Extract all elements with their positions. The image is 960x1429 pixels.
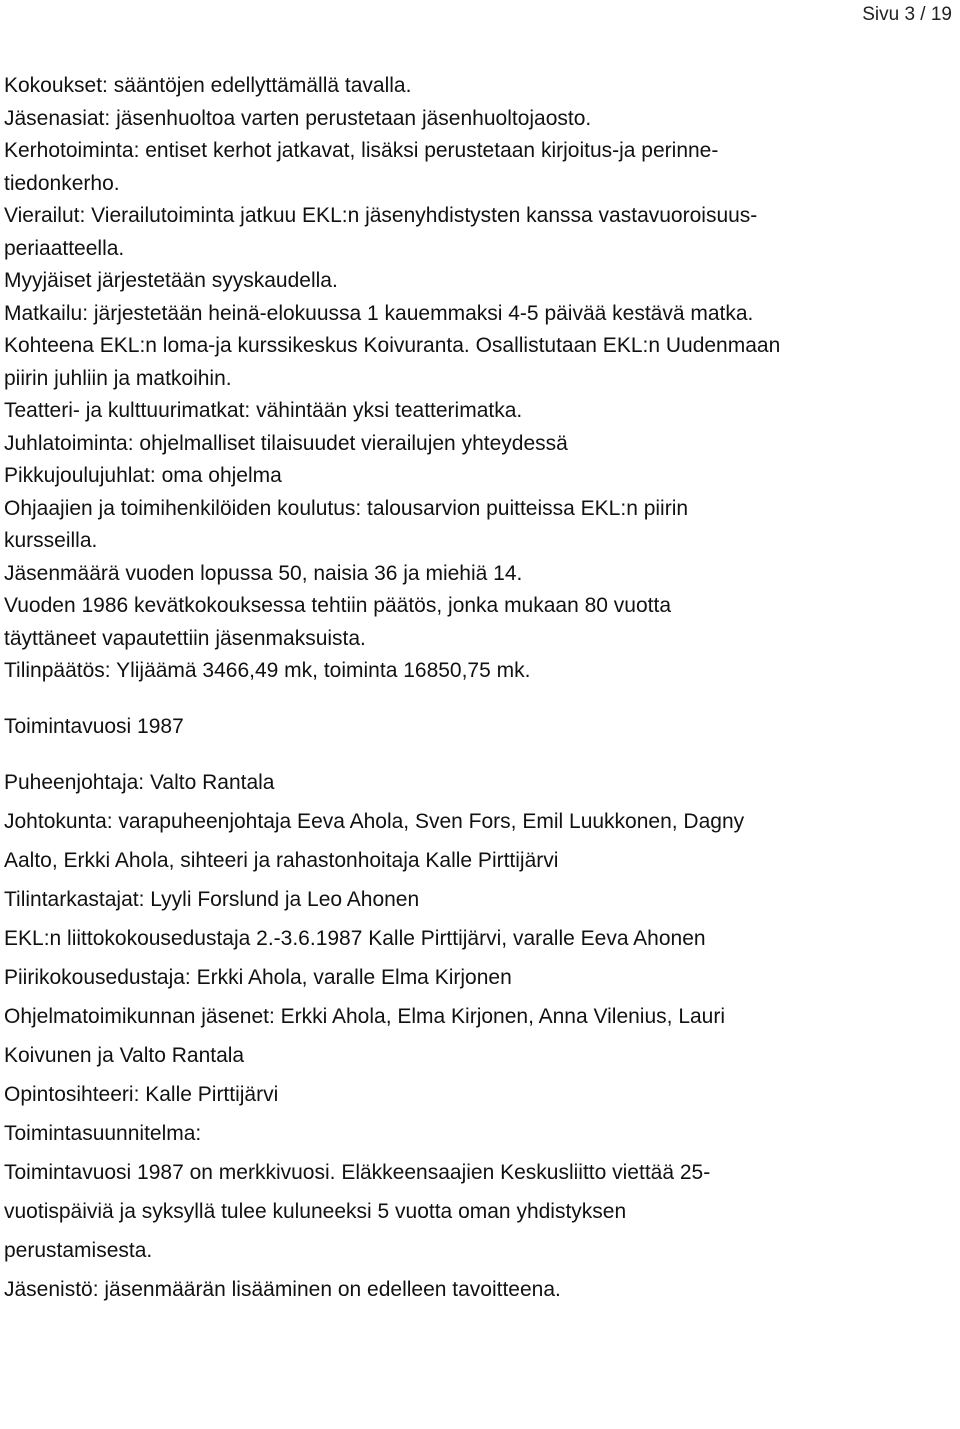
text-line: Jäsenmäärä vuoden lopussa 50, naisia 36 ja miehiä 14. [4, 561, 523, 585]
text-line: Matkailu: järjestetään heinä-elokuussa 1 kauemmaksi 4-5 päivää kestävä matka. [4, 301, 754, 325]
text-line: täyttäneet vapautettiin jäsenmaksuista. [4, 626, 366, 650]
text-line: perustamisesta. [4, 1238, 153, 1262]
text-line: Vierailut: Vierailutoiminta jatkuu EKL:n jäsenyhdistysten kanssa vastavuoroisuus- [4, 204, 758, 227]
text-line: Opintosihteeri: Kalle Pirttijärvi [4, 1082, 279, 1106]
text-line: Jäsenistö: jäsenmäärän lisääminen on edelleen tavoitteena. [4, 1277, 561, 1301]
spacer [4, 743, 949, 763]
year-heading: Toimintavuosi 1987 [4, 714, 184, 738]
text-line: kursseilla. [4, 529, 98, 552]
text-line: Aalto, Erkki Ahola, sihteeri ja rahastonhoitaja Kalle Pirttijärvi [4, 848, 559, 872]
text-line: Koivunen ja Valto Rantala [4, 1043, 245, 1067]
text-line: tiedonkerho. [4, 171, 120, 195]
text-line: Ohjaajien ja toimihenkilöiden koulutus: talousarvion puitteissa EKL:n piirin [4, 496, 689, 520]
text-line: Juhlatoiminta: ohjelmalliset tilaisuudet vierailujen yhteydessä [4, 431, 568, 455]
text-line: Toimintasuunnitelma: [4, 1121, 202, 1145]
activities-section [4, 70, 949, 688]
text-line: periaatteella. [4, 236, 125, 260]
text-line: Toimintavuosi 1987 on merkkivuosi. Eläkkeensaajien Keskusliitto viettää 25- [4, 1160, 711, 1184]
text-line: EKL:n liittokokousedustaja 2.-3.6.1987 Kalle Pirttijärvi, varalle Eeva Ahonen [4, 926, 706, 950]
text-line: Johtokunta: varapuheenjohtaja Eeva Ahola, Sven Fors, Emil Luukkonen, Dagny [4, 809, 745, 833]
document-body [4, 70, 949, 1309]
text-line: Tilinpäätös: Ylijäämä 3466,49 mk, toiminta 16850,75 mk. [4, 659, 531, 682]
text-line: Ohjelmatoimikunnan jäsenet: Erkki Ahola, Elma Kirjonen, Anna Vilenius, Lauri [4, 1004, 726, 1028]
text-line: vuotispäiviä ja syksyllä tulee kuluneeksi 5 vuotta oman yhdistyksen [4, 1199, 627, 1223]
spacer [4, 688, 949, 710]
text-line: Teatteri- ja kulttuurimatkat: vähintään yksi teatterimatka. [4, 399, 523, 422]
text-line: Piirikokousedustaja: Erkki Ahola, varalle Elma Kirjonen [4, 965, 512, 989]
text-line: Myyjäiset järjestetään syyskaudella. [4, 269, 338, 292]
text-line: Kerhotoiminta: entiset kerhot jatkavat, lisäksi perustetaan kirjoitus-ja perinne- [4, 139, 719, 162]
text-line: Kohteena EKL:n loma-ja kurssikeskus Koivuranta. Osallistutaan EKL:n Uudenmaan [4, 334, 781, 357]
officials-section [4, 763, 949, 1309]
text-line: Vuoden 1986 kevätkokouksessa tehtiin päätös, jonka mukaan 80 vuotta [4, 594, 672, 617]
text-line: Jäsenasiat: jäsenhuoltoa varten perustetaan jäsenhuoltojaosto. [4, 106, 592, 130]
text-line: piirin juhliin ja matkoihin. [4, 366, 232, 390]
text-line: Puheenjohtaja: Valto Rantala [4, 770, 275, 794]
text-line: Pikkujoulujuhlat: oma ohjelma [4, 464, 282, 487]
text-line: Tilintarkastajat: Lyyli Forslund ja Leo Ahonen [4, 887, 420, 911]
page-number: Sivu 3 / 19 [862, 4, 952, 25]
text-line: Kokoukset: sääntöjen edellyttämällä tavalla. [4, 74, 412, 97]
